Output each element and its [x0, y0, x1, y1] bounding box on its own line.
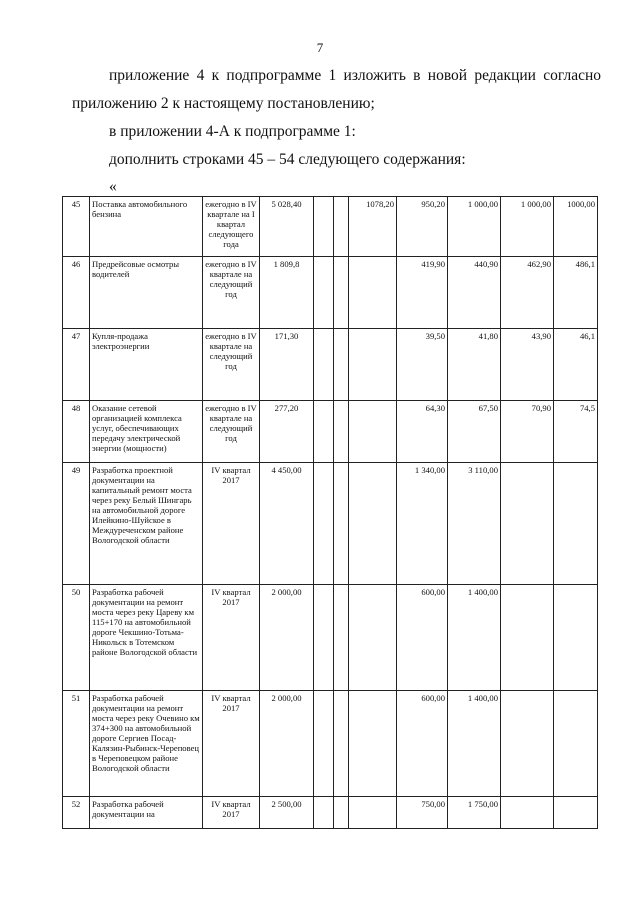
year-cell	[501, 691, 554, 797]
total-amount: 277,20	[260, 401, 314, 463]
row-number: 52	[63, 797, 90, 829]
year-cell: 462,90	[501, 257, 554, 329]
year-cell: 46,1	[554, 329, 598, 401]
table-row	[63, 257, 598, 329]
year-cell: 1000,00	[554, 197, 598, 257]
year-cell	[554, 691, 598, 797]
year-cell	[349, 401, 397, 463]
year-cell: 1 750,00	[448, 797, 501, 829]
row-number: 48	[63, 401, 90, 463]
total-amount: 2 000,00	[260, 585, 314, 691]
year-cell	[554, 463, 598, 585]
year-cell	[554, 797, 598, 829]
year-cell: 419,90	[397, 257, 448, 329]
year-cell	[554, 585, 598, 691]
year-cell	[349, 329, 397, 401]
year-cell: 70,90	[501, 401, 554, 463]
paragraph-2: приложению 2 к настоящему постановлению;	[72, 95, 375, 112]
year-cell: 3 110,00	[448, 463, 501, 585]
total-amount: 5 028,40	[260, 197, 314, 257]
year-cell: 41,80	[448, 329, 501, 401]
paragraph-1: приложение 4 к подпрограмме 1 изложить в новой редакции согласно	[109, 67, 601, 84]
page-number: 7	[316, 40, 324, 55]
year-cell: 39,50	[397, 329, 448, 401]
row-number: 49	[63, 463, 90, 585]
year-cell	[334, 197, 349, 257]
table-row	[63, 197, 598, 257]
measure-name: Поставка автомобильного бензина	[90, 197, 203, 257]
year-cell: 440,90	[448, 257, 501, 329]
year-cell	[334, 329, 349, 401]
year-cell	[334, 257, 349, 329]
year-cell	[349, 585, 397, 691]
year-cell: 1 400,00	[448, 585, 501, 691]
year-cell	[501, 463, 554, 585]
table-row	[63, 585, 598, 691]
year-cell	[314, 585, 334, 691]
row-number: 50	[63, 585, 90, 691]
measure-name: Разработка проектной документации на капитальный ремонт моста через реку Белый Шингарь на автомобильной дороге Илейкино-Шуйское в Междуреченском районе Вологодской области	[90, 463, 203, 585]
year-cell	[349, 797, 397, 829]
year-cell: 1 340,00	[397, 463, 448, 585]
measure-term: ежегодно в IV квартале на следующий год	[203, 401, 260, 463]
measure-term: ежегодно в IV квартале на следующий год	[203, 257, 260, 329]
year-cell: 950,20	[397, 197, 448, 257]
year-cell	[334, 691, 349, 797]
measure-term: IV квартал 2017	[203, 463, 260, 585]
measures-table	[62, 196, 598, 829]
year-cell: 600,00	[397, 585, 448, 691]
year-cell: 1078,20	[349, 197, 397, 257]
measure-name: Предрейсовые осмотры водителей	[90, 257, 203, 329]
measure-name: Оказание сетевой организацией комплекса услуг, обеспечивающих передачу электрической энергии (мощности)	[90, 401, 203, 463]
table-row	[63, 463, 598, 585]
measure-term: IV квартал 2017	[203, 691, 260, 797]
year-cell	[314, 691, 334, 797]
year-cell: 67,50	[448, 401, 501, 463]
year-cell	[334, 463, 349, 585]
measure-name: Купля-продажа электроэнергии	[90, 329, 203, 401]
year-cell: 43,90	[501, 329, 554, 401]
total-amount: 171,30	[260, 329, 314, 401]
year-cell: 1 000,00	[448, 197, 501, 257]
measure-name: Разработка рабочей документации на ремонт моста через реку Цареву км 115+170 на автомобильной дороге Чекшино-Тотьма-Никольск в Тотемском районе Вологодской области	[90, 585, 203, 691]
year-cell: 1 000,00	[501, 197, 554, 257]
year-cell: 74,5	[554, 401, 598, 463]
row-number: 46	[63, 257, 90, 329]
year-cell	[334, 401, 349, 463]
table-row	[63, 797, 598, 829]
total-amount: 1 809,8	[260, 257, 314, 329]
measure-term: ежегодно в IV квартале на I квартал следующего года	[203, 197, 260, 257]
measure-term: IV квартал 2017	[203, 797, 260, 829]
table-row	[63, 329, 598, 401]
opening-quote: «	[109, 178, 117, 195]
total-amount: 2 000,00	[260, 691, 314, 797]
paragraph-3: в приложении 4-А к подпрограмме 1:	[109, 123, 356, 140]
year-cell	[314, 197, 334, 257]
year-cell	[349, 257, 397, 329]
year-cell	[501, 585, 554, 691]
year-cell	[349, 691, 397, 797]
year-cell	[334, 797, 349, 829]
row-number: 45	[63, 197, 90, 257]
year-cell	[334, 585, 349, 691]
year-cell	[314, 329, 334, 401]
table-row	[63, 691, 598, 797]
measure-name: Разработка рабочей документации на ремонт моста через реку Очевино км 374+300 на автомобильной дороге Сергиев Посад-Калязин-Рыбинск-Череповец в Череповецком районе Вологодской области	[90, 691, 203, 797]
table-row	[63, 401, 598, 463]
year-cell	[349, 463, 397, 585]
year-cell: 750,00	[397, 797, 448, 829]
year-cell: 486,1	[554, 257, 598, 329]
paragraph-4: дополнить строками 45 – 54 следующего содержания:	[109, 151, 466, 168]
year-cell	[501, 797, 554, 829]
year-cell	[314, 797, 334, 829]
year-cell	[314, 257, 334, 329]
year-cell: 1 400,00	[448, 691, 501, 797]
row-number: 47	[63, 329, 90, 401]
total-amount: 4 450,00	[260, 463, 314, 585]
year-cell	[314, 463, 334, 585]
total-amount: 2 500,00	[260, 797, 314, 829]
measure-name: Разработка рабочей документации на	[90, 797, 203, 829]
year-cell	[314, 401, 334, 463]
year-cell: 600,00	[397, 691, 448, 797]
year-cell: 64,30	[397, 401, 448, 463]
measure-term: IV квартал 2017	[203, 585, 260, 691]
row-number: 51	[63, 691, 90, 797]
measure-term: ежегодно в IV квартале на следующий год	[203, 329, 260, 401]
